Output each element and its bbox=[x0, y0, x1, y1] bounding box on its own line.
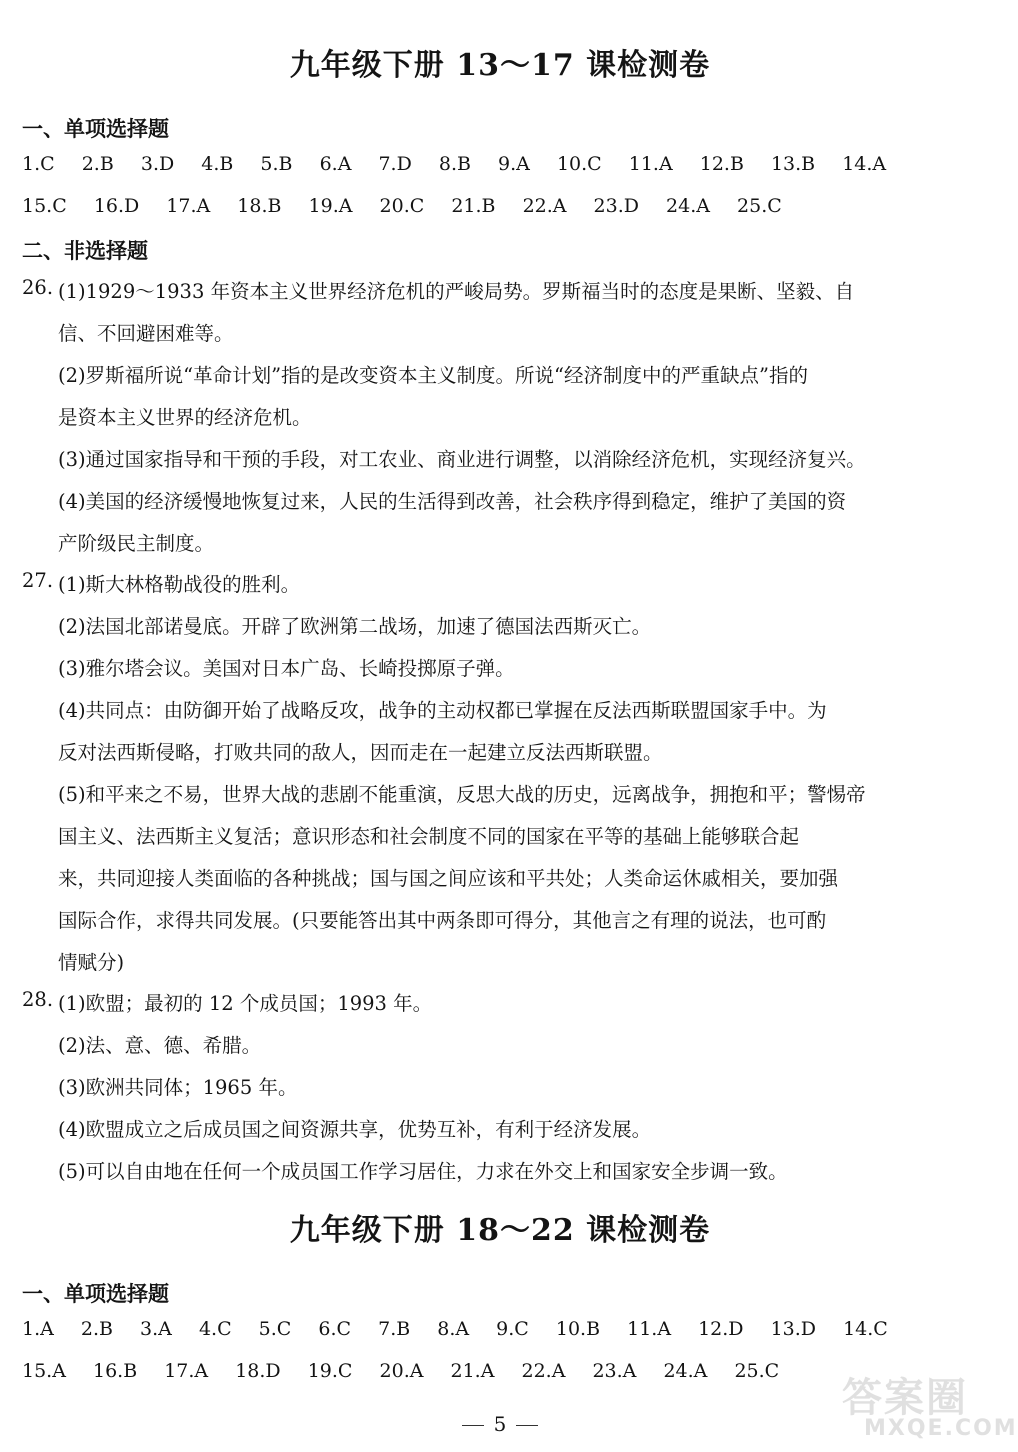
answer-item: 24.A bbox=[666, 195, 710, 217]
answer-item: 12.D bbox=[698, 1318, 744, 1340]
answer-item: 7.D bbox=[378, 153, 412, 175]
answer-item: 18.D bbox=[235, 1360, 281, 1382]
answer-item: 3.D bbox=[140, 153, 175, 175]
answer-item: 10.C bbox=[556, 153, 602, 175]
section2-title: 九年级下册 18～22 课检测卷 bbox=[289, 1213, 711, 1248]
answer-line: (2)法、意、德、希腊。 bbox=[58, 1034, 262, 1057]
answer-item: 1.C bbox=[22, 153, 55, 175]
answer-item: 10.B bbox=[555, 1318, 601, 1340]
answer-item: 13.B bbox=[770, 153, 816, 175]
answer-line: (3)欧洲共同体；1965 年。 bbox=[58, 1076, 298, 1099]
answer-item: 15.A bbox=[22, 1360, 66, 1382]
answer-item: 22.A bbox=[522, 195, 567, 217]
answer-line: (5)和平来之不易，世界大战的悲剧不能重演，反思大战的历史，远离战争，拥抱和平；警惕帝 bbox=[58, 783, 866, 806]
answer-item: 19.C bbox=[307, 1360, 353, 1382]
answer-line: (1)斯大林格勒战役的胜利。 bbox=[58, 573, 301, 596]
answer-item: 24.A bbox=[663, 1360, 708, 1382]
answer-line: (1)欧盟；最初的 12 个成员国；1993 年。 bbox=[58, 992, 433, 1015]
question-number: 26. bbox=[22, 276, 54, 299]
answer-item: 14.A bbox=[842, 153, 887, 175]
answer-item: 16.B bbox=[92, 1360, 138, 1382]
answer-item: 5.B bbox=[260, 153, 293, 175]
answer-item: 6.A bbox=[319, 153, 352, 175]
answer-item: 18.B bbox=[237, 195, 282, 217]
answer-item: 8.A bbox=[437, 1318, 470, 1340]
section1-mc-row1 bbox=[22, 153, 907, 175]
watermark-text: 答案圈 bbox=[842, 1375, 968, 1421]
answer-item: 4.C bbox=[198, 1318, 232, 1340]
answer-item: 21.B bbox=[451, 195, 496, 217]
footer-dash-right bbox=[516, 1425, 538, 1426]
section2-mc-row1 bbox=[22, 1318, 909, 1340]
answer-item: 15.C bbox=[22, 195, 67, 217]
answer-line: (2)罗斯福所说“革命计划”指的是改变资本主义制度。所说“经济制度中的严重缺点”指的 bbox=[58, 364, 808, 387]
answer-line: (4)美国的经济缓慢地恢复过来，人民的生活得到改善，社会秩序得到稳定，维护了美国的资 bbox=[58, 490, 847, 513]
answer-item: 25.C bbox=[737, 195, 782, 217]
answer-item: 16.D bbox=[93, 195, 140, 217]
answer-line: 国主义、法西斯主义复活；意识形态和社会制度不同的国家在平等的基础上能够联合起 bbox=[58, 825, 800, 848]
answer-item: 14.C bbox=[843, 1318, 888, 1340]
answer-line: 反对法西斯侵略，打败共同的敌人，因而走在一起建立反法西斯联盟。 bbox=[58, 741, 663, 764]
answer-item: 11.A bbox=[627, 1318, 672, 1340]
answer-item: 17.A bbox=[166, 195, 211, 217]
answer-item: 5.C bbox=[258, 1318, 292, 1340]
section1-mc-row2 bbox=[22, 195, 803, 217]
answer-item: 2.B bbox=[81, 153, 114, 175]
answer-item: 20.A bbox=[379, 1360, 424, 1382]
answer-item: 7.B bbox=[378, 1318, 411, 1340]
section1-title: 九年级下册 13～17 课检测卷 bbox=[289, 48, 711, 83]
answer-line: (4)欧盟成立之后成员国之间资源共享，优势互补，有利于经济发展。 bbox=[58, 1118, 652, 1141]
answer-line: 国际合作，求得共同发展。(只要能答出其中两条即可得分，其他言之有理的说法，也可酌 bbox=[58, 909, 827, 932]
question-number: 27. bbox=[22, 569, 54, 592]
answer-line: (3)雅尔塔会议。美国对日本广岛、长崎投掷原子弹。 bbox=[58, 657, 515, 680]
answer-item: 25.C bbox=[734, 1360, 780, 1382]
answer-item: 3.A bbox=[140, 1318, 172, 1340]
page-number: 5 bbox=[493, 1412, 507, 1436]
section1-mc-heading: 一、单项选择题 bbox=[22, 117, 169, 141]
answer-line: 情赋分) bbox=[58, 951, 125, 974]
answer-item: 20.C bbox=[379, 195, 425, 217]
answer-item: 17.A bbox=[164, 1360, 209, 1382]
answer-item: 23.D bbox=[593, 195, 639, 217]
answer-item: 21.A bbox=[450, 1360, 495, 1382]
answer-line: 来，共同迎接人类面临的各种挑战；国与国之间应该和平共处；人类命运休戚相关，要加强 bbox=[58, 867, 839, 890]
answer-item: 8.B bbox=[438, 153, 471, 175]
question-number: 28. bbox=[22, 988, 54, 1011]
answer-item: 12.B bbox=[699, 153, 744, 175]
answer-line: (4)共同点：由防御开始了战略反攻，战争的主动权都已掌握在反法西斯联盟国家手中。为 bbox=[58, 699, 827, 722]
answer-item: 2.B bbox=[80, 1318, 113, 1340]
answer-item: 23.A bbox=[592, 1360, 637, 1382]
answer-line: 是资本主义世界的经济危机。 bbox=[58, 406, 312, 429]
answer-item: 13.D bbox=[770, 1318, 817, 1340]
watermark-logo bbox=[842, 1366, 1018, 1446]
answer-line: (1)1929～1933 年资本主义世界经济危机的严峻局势。罗斯福当时的态度是果断、坚毅、自 bbox=[58, 280, 855, 303]
answer-item: 11.A bbox=[628, 153, 673, 175]
answer-line: (3)通过国家指导和干预的手段，对工农业、商业进行调整，以消除经济危机，实现经济复兴。 bbox=[58, 448, 866, 471]
watermark-domain: MXQE.COM bbox=[864, 1416, 1018, 1441]
answer-line: (2)法国北部诺曼底。开辟了欧洲第二战场，加速了德国法西斯灭亡。 bbox=[58, 615, 652, 638]
answer-line: 信、不回避困难等。 bbox=[58, 322, 234, 345]
section2-mc-heading: 一、单项选择题 bbox=[22, 1282, 169, 1306]
answer-item: 22.A bbox=[521, 1360, 566, 1382]
answer-item: 19.A bbox=[308, 195, 353, 217]
answer-item: 9.C bbox=[496, 1318, 529, 1340]
answer-item: 4.B bbox=[201, 153, 234, 175]
answer-item: 1.A bbox=[22, 1318, 54, 1340]
answer-item: 6.C bbox=[318, 1318, 352, 1340]
section2-mc-row2 bbox=[22, 1360, 800, 1382]
answer-item: 9.A bbox=[498, 153, 530, 175]
answer-line: (5)可以自由地在任何一个成员国工作学习居住，力求在外交上和国家安全步调一致。 bbox=[58, 1160, 788, 1183]
answer-line: 产阶级民主制度。 bbox=[58, 532, 215, 555]
footer-dash-left bbox=[462, 1425, 484, 1426]
section1-nonmc-heading: 二、非选择题 bbox=[22, 239, 148, 263]
